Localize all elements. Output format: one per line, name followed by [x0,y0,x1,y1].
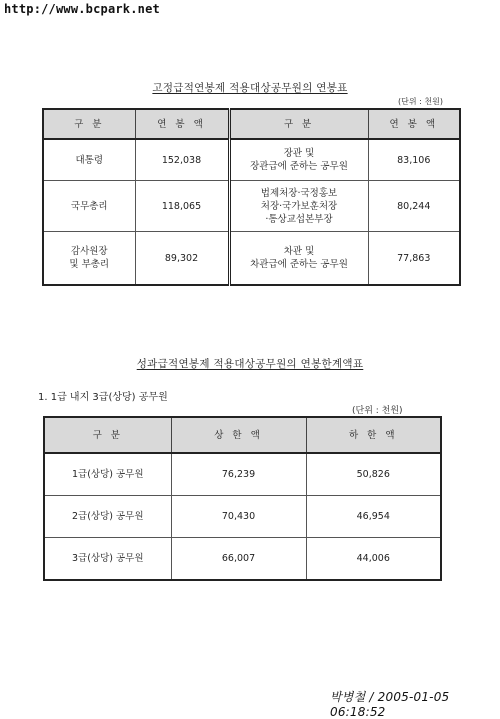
salary-value: 83,106 [368,139,460,181]
salary-value: 80,244 [368,181,460,232]
table-row [43,232,460,286]
lower-limit-value: 44,006 [306,538,441,581]
grade-subtitle: 1. 1급 내지 3급(상당) 공무원 [38,392,168,403]
salary-table-title: 고정급적연봉제 적용대상공무원의 연봉표 [152,82,348,94]
salary-limit-unit: (단위 : 천원) [352,406,403,416]
column-header: 연 봉 액 [135,109,229,139]
table-header-row [43,109,460,139]
position-label [229,232,368,286]
position-label-line: ·통상교섭본부장 [265,213,333,225]
position-label-line: 감사원장 [70,246,108,257]
table-row [44,496,441,538]
position-label [229,181,368,232]
position-label [229,139,368,181]
lower-limit-value: 50,826 [306,453,441,496]
table-header-row [44,417,441,453]
salary-limit-table [43,416,442,581]
grade-label: 3급(상당) 공무원 [44,538,171,581]
salary-value: 77,863 [368,232,460,286]
column-header: 상 한 액 [171,417,306,453]
position-label-line: 차관 및 [283,246,315,257]
salary-value: 89,302 [135,232,229,286]
table-row [43,181,460,232]
grade-label: 1급(상당) 공무원 [44,453,171,496]
position-label-line: 법제처장·국정홍보 [260,187,338,199]
position-label-line: 및 부총리 [69,259,110,270]
position-label [43,139,135,181]
position-label-line: 처장·국가보훈처장 [260,200,338,212]
lower-limit-value: 46,954 [306,496,441,538]
author-timestamp-signature: 박병철 / 2005-01-05 06:18:52 [330,690,450,719]
column-header: 구 분 [229,109,368,139]
table-row [43,139,460,181]
position-label-line: 대통령 [75,154,104,166]
grade-label: 2급(상당) 공무원 [44,496,171,538]
salary-table-unit: (단위 : 천원) [398,97,443,106]
position-label-line: 국무총리 [70,200,108,212]
column-header: 구 분 [44,417,171,453]
salary-limit-table-title: 성과급적연봉제 적용대상공무원의 연봉한계액표 [136,358,364,370]
upper-limit-value: 66,007 [171,538,306,581]
upper-limit-value: 76,239 [171,453,306,496]
column-header: 연 봉 액 [368,109,460,139]
column-header: 구 분 [43,109,135,139]
position-label-line: 장관급에 준하는 공무원 [250,161,348,172]
table-row [44,453,441,496]
position-label-line: 장관 및 [283,148,315,159]
column-header: 하 한 액 [306,417,441,453]
salary-value: 118,065 [135,181,229,232]
upper-limit-value: 70,430 [171,496,306,538]
table-row [44,538,441,581]
site-watermark: http://www.bcpark.net [4,2,160,16]
salary-value: 152,038 [135,139,229,181]
position-label-line: 차관급에 준하는 공무원 [250,259,348,270]
position-label [43,232,135,286]
fixed-salary-table [42,108,461,286]
position-label [43,181,135,232]
